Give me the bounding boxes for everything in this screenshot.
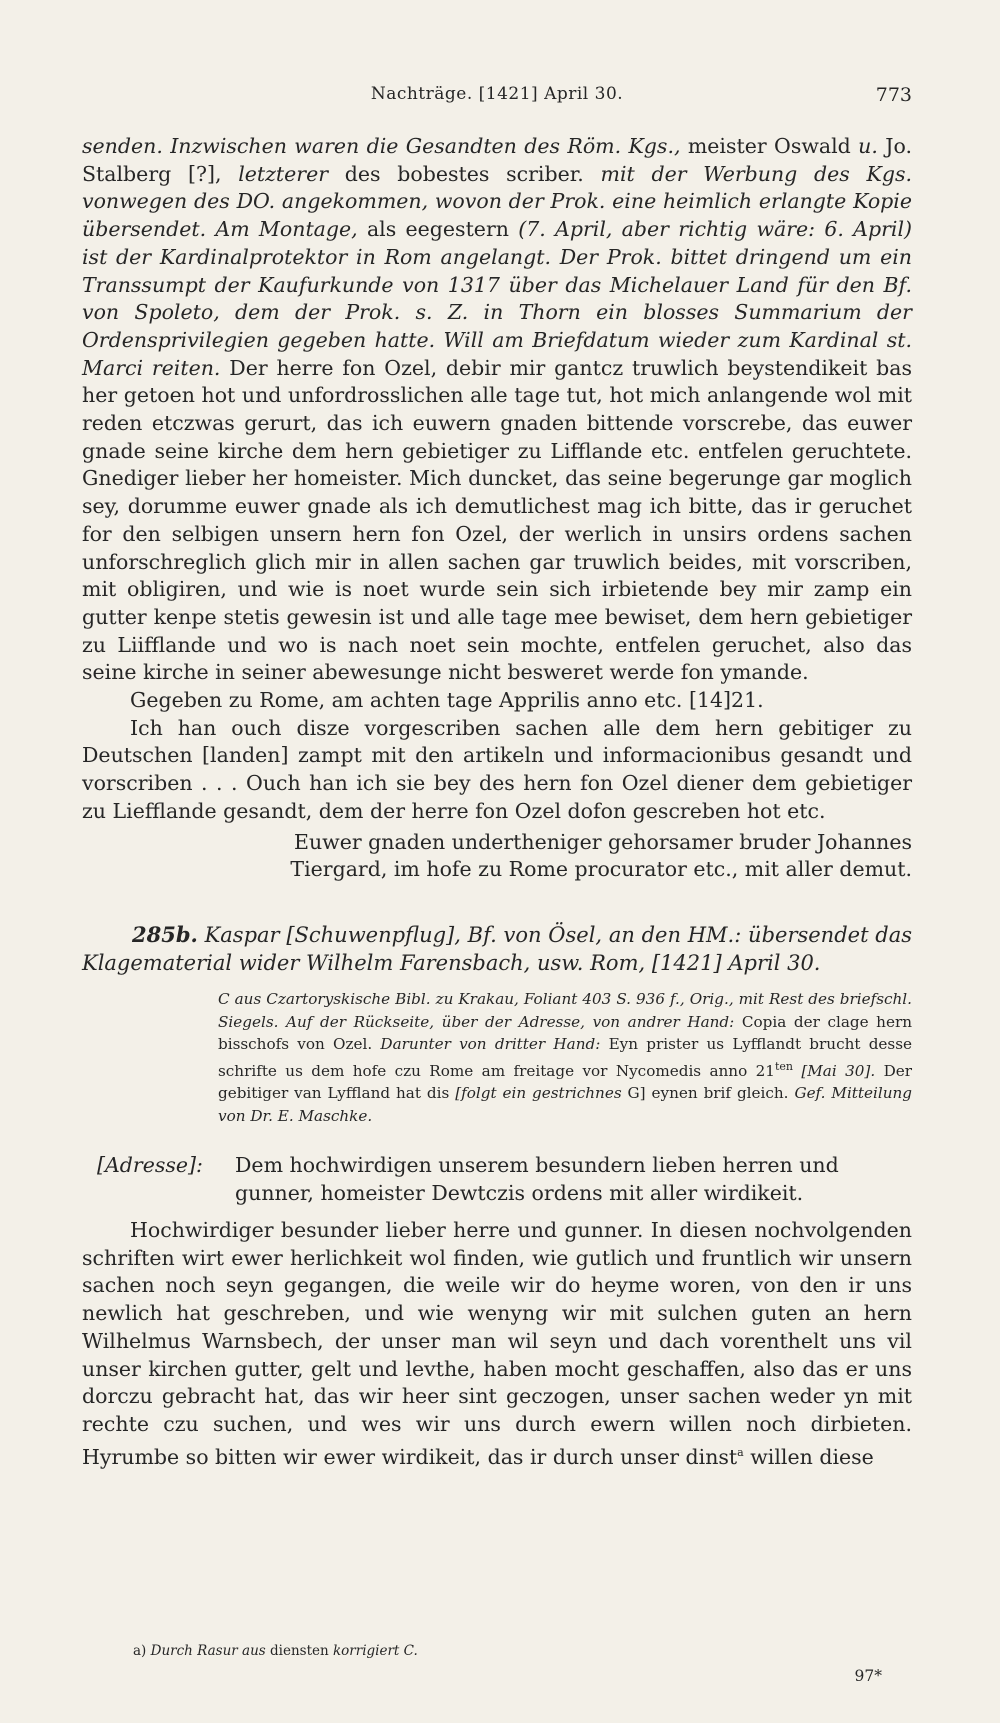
signature-line-1: Euwer gnaden undertheniger gehorsamer bruder Johannes <box>293 829 912 854</box>
body-block-1 <box>82 133 912 884</box>
footnote-italic: Durch Rasur aus <box>150 1643 266 1659</box>
footnote <box>133 1643 418 1659</box>
source-italic: [folgt ein gestrichnes <box>455 1084 622 1103</box>
letter-body <box>82 1217 912 1471</box>
regest-text: letzterer <box>238 161 329 186</box>
footnote-italic: korrigiert C. <box>332 1643 418 1659</box>
source-italic: Gef. Mitteilung von Dr. E. Maschke. <box>218 1084 912 1125</box>
quote-text: als eegestern <box>357 217 519 242</box>
letter-text: willen diese <box>743 1444 874 1469</box>
source-note <box>218 988 912 1127</box>
source-italic: Darunter von dritter Hand: <box>380 1035 601 1053</box>
regest-text: (7. April, aber richtig wäre: 6. April) ist der Kardinalprotektor in Rom angelangt. Der Prok. bittet dringend um ein Transsumpt der Kaufurkunde von 1317 über das Michelauer Land für den Bf. von Spoleto, dem der Prok. s. Z. in Thorn ein blosses Summarium der Ordensprivilegien gegeben hatte. Will am Briefdatum wieder zum Kardinal st. Marci reiten. <box>82 217 913 380</box>
signature-mark: 97* <box>854 1667 882 1685</box>
footnote-ref: a <box>737 1445 744 1459</box>
running-title: Nachträge. [1421] April 30. <box>370 84 624 104</box>
regest-text: senden. Inzwischen waren die Gesandten des Röm. Kgs., <box>82 134 681 158</box>
source-italic: C aus Czartoryskische Bibl. zu Krakau, Foliant 403 S. 936 f., Orig., mit Rest des briefschl. Siegels. Auf der Rückseite, über der Adresse, von andrer Hand: <box>218 990 912 1031</box>
postscript: Ich han ouch disze vorgescriben sachen alle dem hern gebitiger zu Deutschen [landen] zampt mit den artikeln und informacionibus gesandt und vorscriben . . . Ouch han ich sie bey des hern fon Ozel diener dem gebietiger zu Liefflande gesandt, dem der herre fon Ozel dofon gescreben hot etc. <box>82 715 912 823</box>
document-number: 285b. <box>132 922 198 947</box>
source-roman: Eyn prister us Lyfflandt brucht desse schrifte us dem hofe czu Rome am freitage vor Nycomedis anno 21 <box>218 1035 912 1080</box>
source-roman: G] eynen brif gleich. <box>621 1084 795 1103</box>
address-label: [Adresse]: <box>97 1153 203 1177</box>
quote-text: meister Oswald <box>680 134 859 158</box>
paragraph-1 <box>82 133 912 687</box>
footnote-roman: diensten <box>265 1643 333 1659</box>
footnote-mark: a) <box>133 1643 147 1659</box>
source-italic: [Mai 30]. <box>792 1061 876 1080</box>
address-text: Dem hochwirdigen unserem besundern lieben herren und gunner, homeister Dewtczis ordens mit aller wirdikeit. <box>235 1153 839 1205</box>
letter-text: Der herre fon Ozel, debir mir gantcz truwlich beystendikeit bas her getoen hot und unfordrosslichen alle tage tut, hot mich anlangende wol mit reden etczwas gerurt, das ich euwern gnaden bittende vorscrebe, das euwer gnade seine kirche dem hern gebietiger zu Lifflande etc. entfelen geruchtete. Gnediger lieber her homeister. Mich duncket, das seine begerunge gar moglich sey, dorumme euwer gnade als ich demutlichest mag ich bitte, das ir geruchet for den selbigen unsern hern fon Ozel, der werlich in unsirs ordens sachen unforschreglich glich mir in allen sachen gar truwlich beides, mit vorscriben, mit obligiren, und wie is noet wurde sein sich irbietende bey mir zamp ein gutter kenpe stetis gewesin ist und alle tage mee bewiset, dem hern gebietiger zu Liifflande und wo is nach noet sein mochte, entfelen geruchet, also das seine kirche in seiner abewesunge nicht besweret werde fon ymande. <box>82 355 912 685</box>
signature-line-2: Tiergard, im hofe zu Rome procurator etc., mit aller demut. <box>290 857 912 882</box>
regest-text: u. <box>858 134 878 158</box>
document-summary: Kaspar [Schuwenpflug], Bf. von Ösel, an den HM.: übersendet das Klagematerial wider Wilhelm Farensbach, usw. Rom, [1421] April 30. <box>82 923 912 975</box>
address-block <box>82 1151 912 1207</box>
letter-text: Hochwirdiger besunder lieber herre und gunner. In diesen nochvolgenden schriften wirt ewer herlichkeit wol finden, wie gutlich und fruntlich wir unsern sachen noch seyn gegangen, die weile wir do heyme woren, von den ir uns newlich hat geschreben, und wie wenyng wir mit sulchen guten an hern Wilhelmus Warnsbech, der unser man wil seyn und dach vorenthelt uns vil unser kirchen gutter, gelt und levthe, haben mocht geschaffen, also das er uns dorczu gebracht hat, das wir heer sint geczogen, unser sachen weder yn mit rechte czu suchen, und wes wir uns durch ewern willen noch dirbieten. Hyrumbe so bitten wir ewer wirdikeit, das ir durch unser dinst <box>82 1218 912 1469</box>
date-line: Gegeben zu Rome, am achten tage Apprilis anno etc. [14]21. <box>130 688 764 713</box>
letter-paragraph <box>82 1217 912 1471</box>
running-header <box>82 84 912 112</box>
document-heading <box>82 921 912 977</box>
source-roman: Der gebitiger van Lyffland hat dis <box>218 1061 912 1103</box>
superscript: ten <box>774 1059 793 1073</box>
page-number: 773 <box>875 84 912 106</box>
quote-text: Jo. Stalberg [?], <box>82 134 912 186</box>
regest-text: mit der Werbung des Kgs. vonwegen des DO. angekommen, wovon der Prok. eine heimlich erlangte Kopie übersendet. Am Montage, <box>82 161 912 242</box>
quote-text: des bobestes scriber. <box>328 161 601 186</box>
source-roman: Copia der clage hern bisschofs von Ozel. <box>218 1012 912 1053</box>
